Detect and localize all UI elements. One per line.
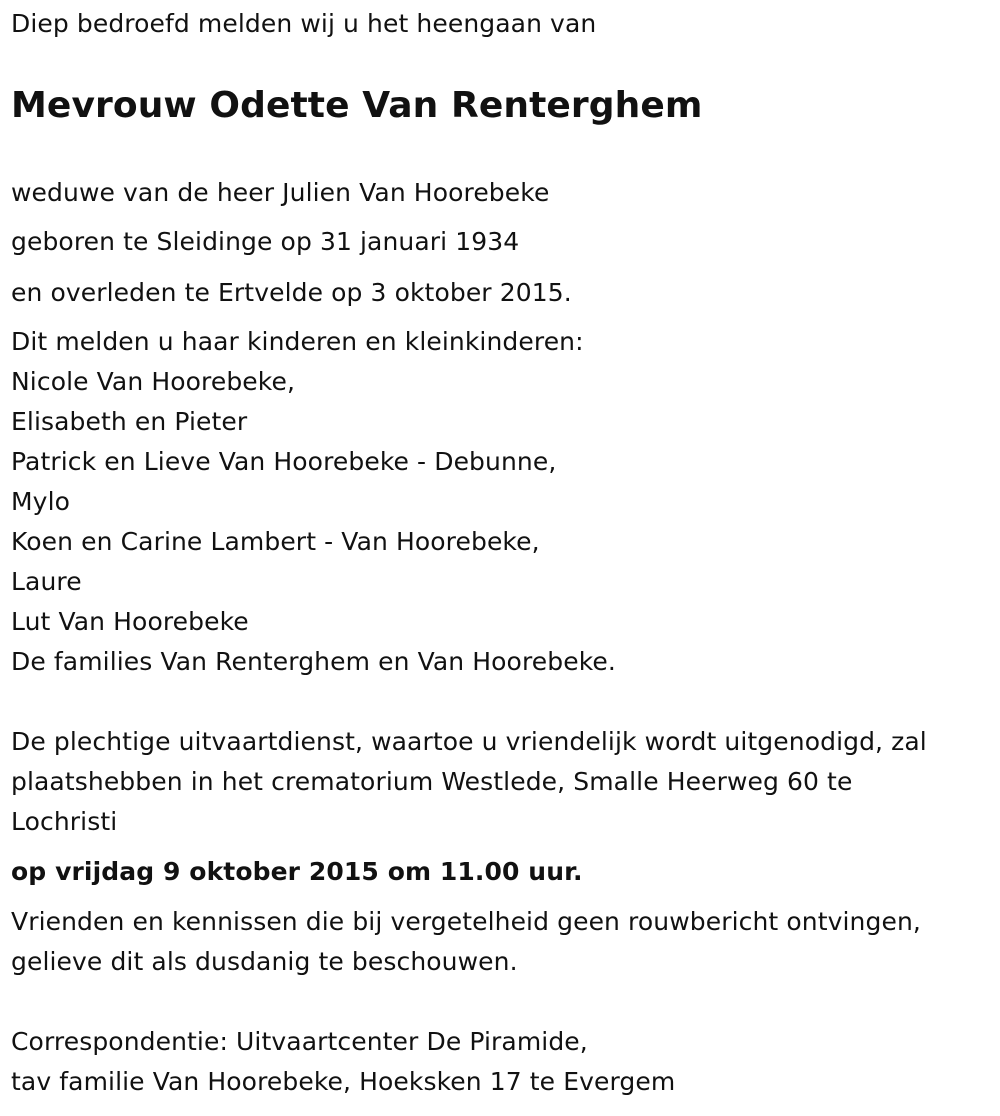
detail-died: en overleden te Ertvelde op 3 oktober 2015. [11,278,572,307]
family-intro: Dit melden u haar kinderen en kleinkinderen: [11,327,584,356]
family-member: De families Van Renterghem en Van Hoorebeke. [11,647,616,676]
correspondence-text: Correspondentie: Uitvaartcenter De Piramide, [11,1027,588,1056]
family-member: Lut Van Hoorebeke [11,607,249,636]
service-text: De plechtige uitvaartdienst, waartoe u vriendelijk wordt uitgenodigd, zal [11,727,927,756]
detail-widow: weduwe van de heer Julien Van Hoorebeke [11,178,550,207]
service-date: op vrijdag 9 oktober 2015 om 11.00 uur. [11,857,583,886]
intro-text: Diep bedroefd melden wij u het heengaan van [11,9,597,38]
notice-text: gelieve dit als dusdanig te beschouwen. [11,947,518,976]
correspondence-text: tav familie Van Hoorebeke, Hoeksken 17 te Evergem [11,1067,676,1096]
detail-born: geboren te Sleidinge op 31 januari 1934 [11,227,520,256]
service-text: Lochristi [11,807,118,836]
family-member: Elisabeth en Pieter [11,407,248,436]
family-member: Mylo [11,487,71,516]
family-member: Laure [11,567,82,596]
family-member: Patrick en Lieve Van Hoorebeke - Debunne, [11,447,557,476]
family-member: Koen en Carine Lambert - Van Hoorebeke, [11,527,540,556]
notice-text: Vrienden en kennissen die bij vergetelheid geen rouwbericht ontvingen, [11,907,921,936]
deceased-name: Mevrouw Odette Van Renterghem [11,85,703,126]
service-text: plaatshebben in het crematorium Westlede, Smalle Heerweg 60 te [11,767,853,796]
family-member: Nicole Van Hoorebeke, [11,367,295,396]
